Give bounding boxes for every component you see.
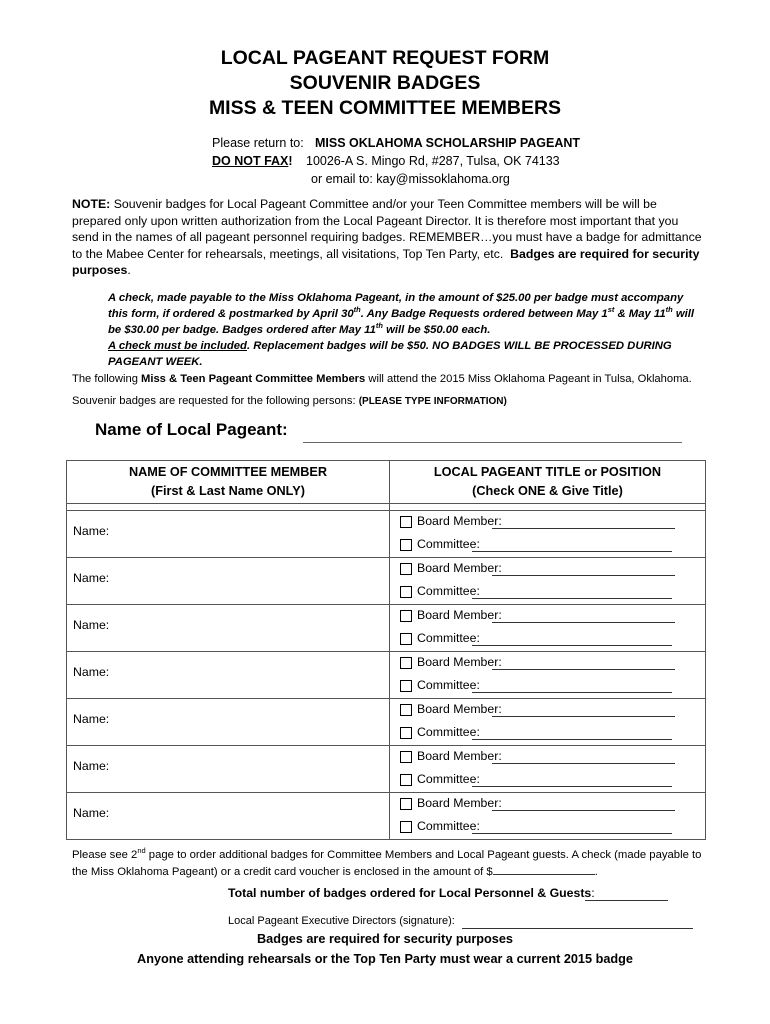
name-label: Name: — [73, 524, 110, 538]
attendance-members: Miss & Teen Pageant Committee Members — [141, 373, 366, 385]
name-label: Name: — [73, 759, 110, 773]
committee-title-field[interactable] — [472, 598, 672, 599]
name-label: Name: — [73, 665, 110, 679]
position-cell — [390, 558, 706, 605]
committee-title-field[interactable] — [472, 692, 672, 693]
security-footer: Badges are required for security purposes — [257, 932, 513, 946]
amount-enclosed-field[interactable] — [493, 864, 595, 875]
board-member-label: Board Member: — [417, 655, 502, 669]
board-member-label: Board Member: — [417, 514, 502, 528]
payment-text-1: A check, made payable to the Miss Oklahoma Pageant, in the amount of $25.00 per badge must accompany this form, if ordered & postmarked by April 30 — [108, 292, 684, 320]
name-label: Name: — [73, 571, 110, 585]
no-fax-punct: ! — [288, 154, 293, 168]
committee-option — [390, 769, 705, 792]
table-row — [67, 558, 706, 605]
name-label: Name: — [73, 806, 110, 820]
position-cell — [390, 605, 706, 652]
committee-label: Committee: — [417, 537, 480, 551]
board-member-title-field[interactable] — [492, 716, 675, 717]
no-fax-notice — [212, 154, 293, 168]
board-member-checkbox[interactable] — [400, 704, 412, 716]
committee-option — [390, 628, 705, 651]
member-name-field[interactable] — [67, 558, 390, 605]
attendance-statement — [72, 373, 732, 385]
name-label: Name: — [73, 712, 110, 726]
note-text: Souvenir badges for Local Pageant Committee and/or your Teen Committee members will be will be prepared only upon written authorization from the Local Pageant Director. It is therefore most important that you send in the names of all pageant personnel requiring badges. REMEMBER…you must have a badge for admittance to the Mabee Center for rehearsals, meetings, all visitations, Top Ten Party, etc. — [72, 197, 702, 261]
committee-title-field[interactable] — [472, 645, 672, 646]
check-required-text: A check must be included — [108, 340, 247, 352]
name-header-line-1: NAME OF COMMITTEE MEMBER — [128, 465, 328, 479]
member-name-field[interactable] — [67, 605, 390, 652]
board-member-checkbox[interactable] — [400, 516, 412, 528]
board-member-title-field[interactable] — [492, 810, 675, 811]
total-badges-field[interactable] — [585, 900, 668, 901]
board-member-label: Board Member: — [417, 561, 502, 575]
payment-text-6: . Replacement badges will be $50. NO BADGES WILL BE PROCESSED DURING PAGEANT WEEK. — [108, 340, 672, 368]
board-member-title-field[interactable] — [492, 669, 675, 670]
committee-checkbox[interactable] — [400, 680, 412, 692]
payment-sup-4: th — [375, 321, 383, 331]
board-member-checkbox[interactable] — [400, 563, 412, 575]
position-cell — [390, 511, 706, 558]
position-cell — [390, 652, 706, 699]
table-row — [67, 746, 706, 793]
board-member-option — [390, 605, 705, 628]
table-row — [67, 699, 706, 746]
board-member-option — [390, 746, 705, 769]
souvenir-text: Souvenir badges are requested for the following persons: — [72, 395, 359, 407]
payment-text-2: . Any Badge Requests ordered between May 1 — [360, 308, 608, 320]
name-label: Name: — [73, 618, 110, 632]
type-information-note: (PLEASE TYPE INFORMATION) — [358, 396, 507, 407]
position-column-header — [390, 461, 706, 504]
committee-checkbox[interactable] — [400, 774, 412, 786]
position-header-line-1: LOCAL PAGEANT TITLE or POSITION — [433, 465, 662, 479]
no-fax-text: DO NOT FAX — [212, 154, 289, 168]
payment-text-4: will be $30.00 per badge. Badges ordered after May 11 — [108, 308, 695, 336]
form-title — [0, 46, 770, 121]
note-end: . — [127, 263, 131, 277]
board-member-label: Board Member: — [417, 796, 502, 810]
title-line-1: LOCAL PAGEANT REQUEST FORM — [220, 47, 550, 69]
table-row — [67, 652, 706, 699]
additional-end: . — [594, 866, 598, 878]
note-label: NOTE: — [72, 197, 111, 211]
please-return-label: Please return to: — [212, 136, 304, 150]
total-colon: : — [591, 886, 595, 900]
total-label-text: Total number of badges ordered for Local Personnel & Guests — [228, 886, 592, 900]
committee-checkbox[interactable] — [400, 586, 412, 598]
board-member-title-field[interactable] — [492, 763, 675, 764]
signature-label: Local Pageant Executive Directors (signature): — [228, 915, 455, 927]
board-member-title-field[interactable] — [492, 575, 675, 576]
name-header-line-2: (First & Last Name ONLY) — [151, 484, 305, 498]
committee-label: Committee: — [417, 631, 480, 645]
committee-checkbox[interactable] — [400, 821, 412, 833]
committee-label: Committee: — [417, 584, 480, 598]
committee-label: Committee: — [417, 725, 480, 739]
board-member-option — [390, 511, 705, 534]
member-name-field[interactable] — [67, 511, 390, 558]
additional-pre: Please see 2 — [72, 849, 138, 861]
board-member-option — [390, 793, 705, 816]
committee-checkbox[interactable] — [400, 727, 412, 739]
signature-field[interactable] — [462, 928, 693, 929]
board-member-checkbox[interactable] — [400, 657, 412, 669]
board-member-option — [390, 699, 705, 722]
attendance-pre: The following — [72, 373, 138, 385]
committee-option — [390, 816, 705, 839]
payment-paragraph — [108, 290, 698, 370]
total-badges-label — [228, 886, 595, 900]
local-pageant-name-field[interactable] — [303, 442, 682, 443]
souvenir-request-line — [72, 395, 732, 407]
additional-badges-note — [72, 847, 712, 881]
member-name-field[interactable] — [67, 746, 390, 793]
board-member-checkbox[interactable] — [400, 798, 412, 810]
committee-members-table — [66, 460, 706, 840]
board-member-option — [390, 652, 705, 675]
committee-title-field[interactable] — [472, 551, 672, 552]
board-member-label: Board Member: — [417, 608, 502, 622]
payment-sup-2: st — [607, 305, 615, 315]
spacer-cell — [390, 504, 706, 511]
additional-sup: nd — [137, 846, 146, 856]
title-line-3: MISS & TEEN COMMITTEE MEMBERS — [208, 97, 562, 119]
payment-text-5: will be $50.00 each. — [382, 324, 491, 336]
committee-title-field[interactable] — [472, 786, 672, 787]
committee-label: Committee: — [417, 678, 480, 692]
committee-title-field[interactable] — [472, 739, 672, 740]
board-member-option — [390, 558, 705, 581]
payment-text-3: & May 11 — [614, 308, 666, 320]
board-member-label: Board Member: — [417, 702, 502, 716]
committee-title-field[interactable] — [472, 833, 672, 834]
local-pageant-label: Name of Local Pageant: — [95, 420, 288, 439]
member-name-field[interactable] — [67, 699, 390, 746]
name-column-header — [67, 461, 390, 504]
committee-option — [390, 675, 705, 698]
board-member-checkbox[interactable] — [400, 751, 412, 763]
table-row — [67, 605, 706, 652]
member-name-field[interactable] — [67, 793, 390, 840]
board-member-checkbox[interactable] — [400, 610, 412, 622]
table-row — [67, 793, 706, 840]
committee-option — [390, 534, 705, 557]
note-security: Badges are required for security purposes — [72, 246, 700, 277]
committee-option — [390, 581, 705, 604]
spacer-cell — [67, 504, 390, 511]
payment-sup-1: th — [353, 305, 361, 315]
email-line: or email to: kay@missoklahoma.org — [311, 172, 510, 186]
committee-checkbox[interactable] — [400, 633, 412, 645]
committee-label: Committee: — [417, 819, 480, 833]
committee-label: Committee: — [417, 772, 480, 786]
board-member-title-field[interactable] — [492, 622, 675, 623]
member-name-field[interactable] — [67, 652, 390, 699]
badge-requirement-footer: Anyone attending rehearsals or the Top Ten Party must wear a current 2015 badge — [137, 952, 633, 966]
payment-sup-3: th — [665, 305, 673, 315]
position-cell — [390, 793, 706, 840]
mailing-address: 10026-A S. Mingo Rd, #287, Tulsa, OK 74133 — [306, 154, 560, 168]
organization-name: MISS OKLAHOMA SCHOLARSHIP PAGEANT — [315, 136, 581, 150]
board-member-label: Board Member: — [417, 749, 502, 763]
attendance-post: will attend the 2015 Miss Oklahoma Pageant in Tulsa, Oklahoma. — [365, 373, 692, 385]
board-member-title-field[interactable] — [492, 528, 675, 529]
additional-post: page to order additional badges for Committee Members and Local Pageant guests. A check (made payable to the Miss Oklahoma Pageant) or a credit card voucher is enclosed in the amount of $ — [72, 849, 702, 878]
committee-option — [390, 722, 705, 745]
table-row — [67, 511, 706, 558]
position-cell — [390, 699, 706, 746]
committee-checkbox[interactable] — [400, 539, 412, 551]
position-header-line-2: (Check ONE & Give Title) — [472, 484, 623, 498]
note-paragraph — [72, 196, 702, 279]
position-cell — [390, 746, 706, 793]
title-line-2: SOUVENIR BADGES — [289, 72, 481, 94]
